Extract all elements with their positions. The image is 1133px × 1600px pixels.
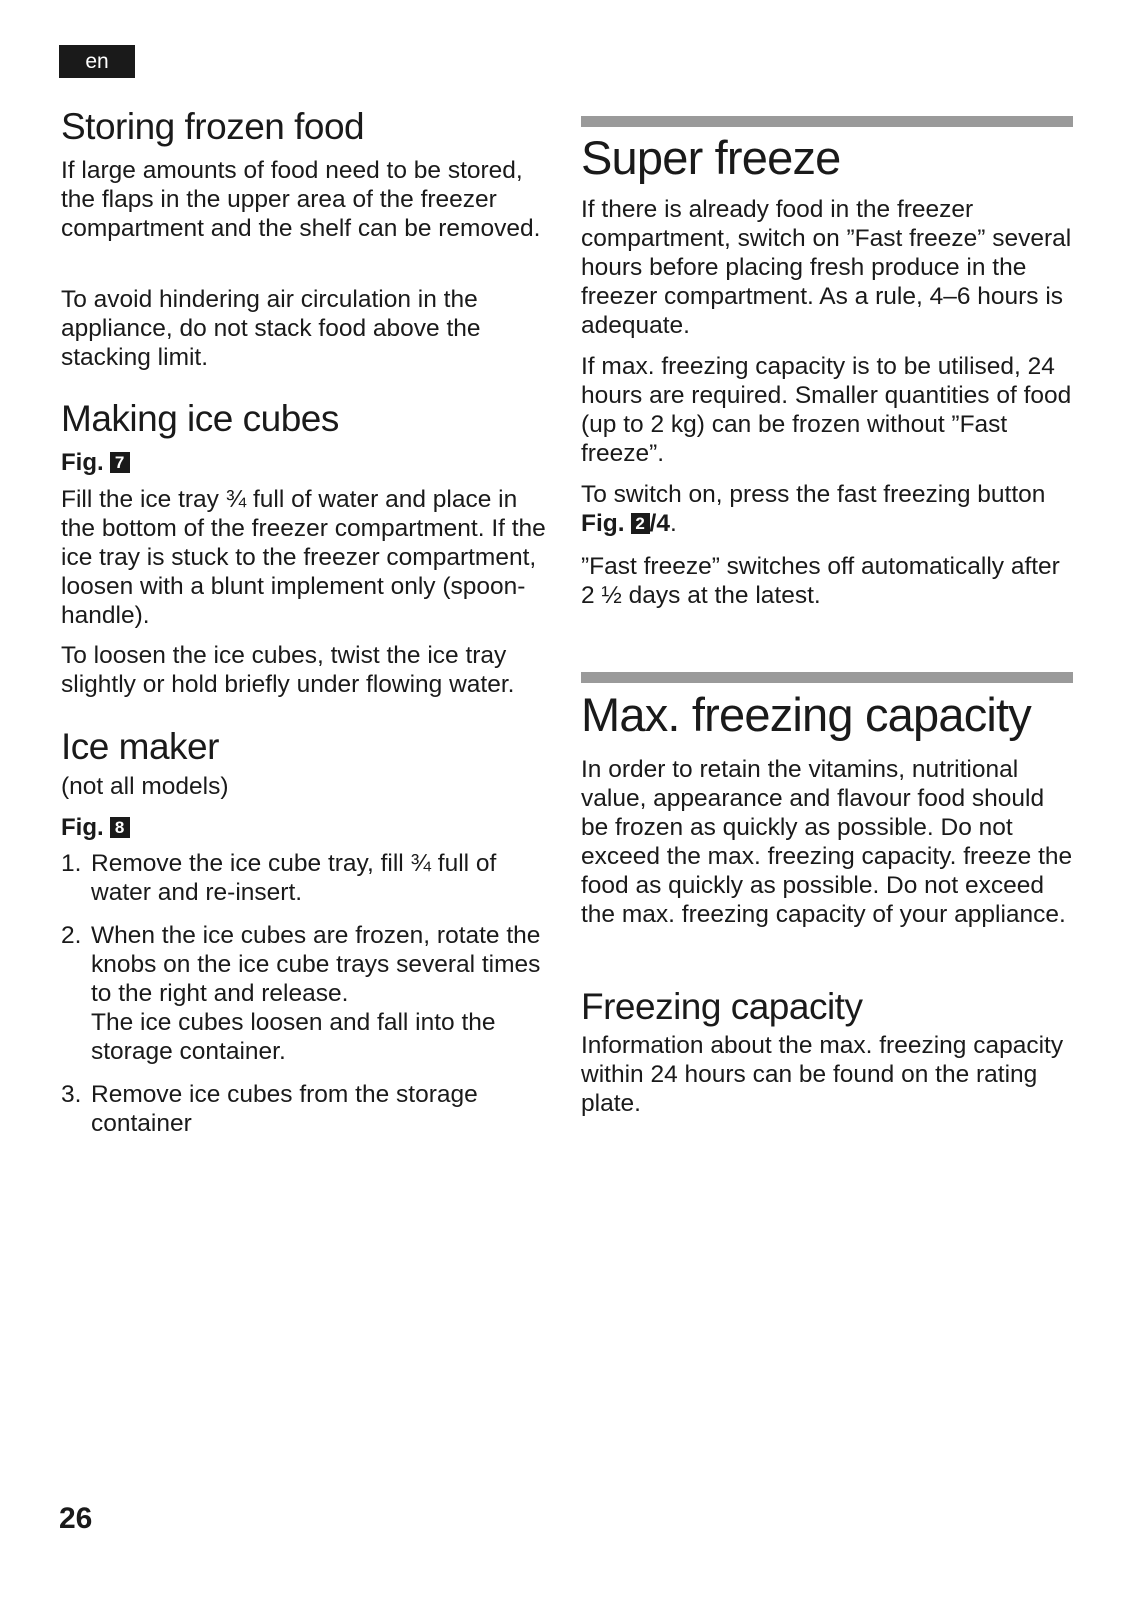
ice-maker-heading: Ice maker xyxy=(61,726,219,767)
step-number: 2. xyxy=(61,922,82,949)
switch-on-text: To switch on, press the fast freezing button xyxy=(581,481,1046,508)
fig-number-badge: 2 xyxy=(631,513,650,534)
max-freezing-capacity-heading: Max. freezing capacity xyxy=(581,688,1031,741)
fig-label: Fig. xyxy=(581,510,625,537)
fig-label: Fig. xyxy=(61,814,104,841)
storing-frozen-food-heading: Storing frozen food xyxy=(61,106,365,147)
super-freeze-heading: Super freeze xyxy=(581,131,841,184)
sentence-end: . xyxy=(669,510,677,537)
super-freeze-paragraph-3 xyxy=(581,480,1073,538)
freezing-capacity-paragraph: Information about the max. freezing capacity within 24 hours can be found on the rating plate. xyxy=(581,1032,1064,1117)
step-result-text: The ice cubes loosen and fall into the storage container. xyxy=(91,1009,496,1065)
super-freeze-paragraph-1: If there is already food in the freezer compartment, switch on ”Fast freeze” several hours before placing fresh produce in the freezer compartment. As a rule, 4–6 hours is adequate. xyxy=(581,196,1072,339)
super-freeze-paragraph-2: If max. freezing capacity is to be utilised, 24 hours are required. Smaller quantities of food (up to 2 kg) can be frozen without ”Fast freeze”. xyxy=(581,353,1072,467)
fig-label: Fig. xyxy=(61,449,104,476)
ice-cubes-paragraph-2: To loosen the ice cubes, twist the ice tray slightly or hold briefly under flowing water. xyxy=(61,642,515,698)
fig-number-badge: 7 xyxy=(110,452,130,473)
freezing-capacity-heading: Freezing capacity xyxy=(581,986,863,1027)
page-number: 26 xyxy=(59,1502,93,1535)
section-divider-bar xyxy=(581,116,1073,127)
step-text: Remove ice cubes from the storage container xyxy=(91,1081,478,1137)
fig-item-reference: /4 xyxy=(649,510,670,537)
step-text: When the ice cubes are frozen, rotate the knobs on the ice cube trays several times to the right and release. xyxy=(91,922,541,1007)
ice-maker-steps xyxy=(61,849,551,1138)
step-number: 3. xyxy=(61,1081,82,1108)
max-capacity-paragraph: In order to retain the vitamins, nutritional value, appearance and flavour food should be frozen as quickly as possible. Do not exceed the max. freezing capacity. freeze the food as quickly as possible. Do not exceed the max. freezing capacity of your appliance. xyxy=(581,756,1073,928)
storing-paragraph-1: If large amounts of food need to be stored, the flaps in the upper area of the freezer compartment and the shelf can be removed. xyxy=(61,157,541,242)
list-item xyxy=(61,849,551,907)
list-item xyxy=(61,921,551,1066)
fig-7-reference xyxy=(61,448,551,477)
making-ice-cubes-heading: Making ice cubes xyxy=(61,398,339,439)
step-text: Remove the ice cube tray, fill ¾ full of water and re-insert. xyxy=(91,850,497,906)
ice-cubes-paragraph-1: Fill the ice tray ¾ full of water and place in the bottom of the freezer compartment. If the ice tray is stuck to the freezer compartment, loosen with a blunt implement only (spoon-handle). xyxy=(61,486,546,629)
storing-paragraph-2: To avoid hindering air circulation in the appliance, do not stack food above the stacking limit. xyxy=(61,286,481,371)
language-tab: en xyxy=(59,45,135,78)
step-number: 1. xyxy=(61,850,82,877)
fig-8-reference xyxy=(61,813,551,842)
super-freeze-paragraph-4: ”Fast freeze” switches off automatically after 2 ½ days at the latest. xyxy=(581,553,1060,609)
list-item xyxy=(61,1080,551,1138)
fig-number-badge: 8 xyxy=(110,817,130,838)
ice-maker-note: (not all models) xyxy=(61,773,229,800)
section-divider-bar xyxy=(581,672,1073,683)
